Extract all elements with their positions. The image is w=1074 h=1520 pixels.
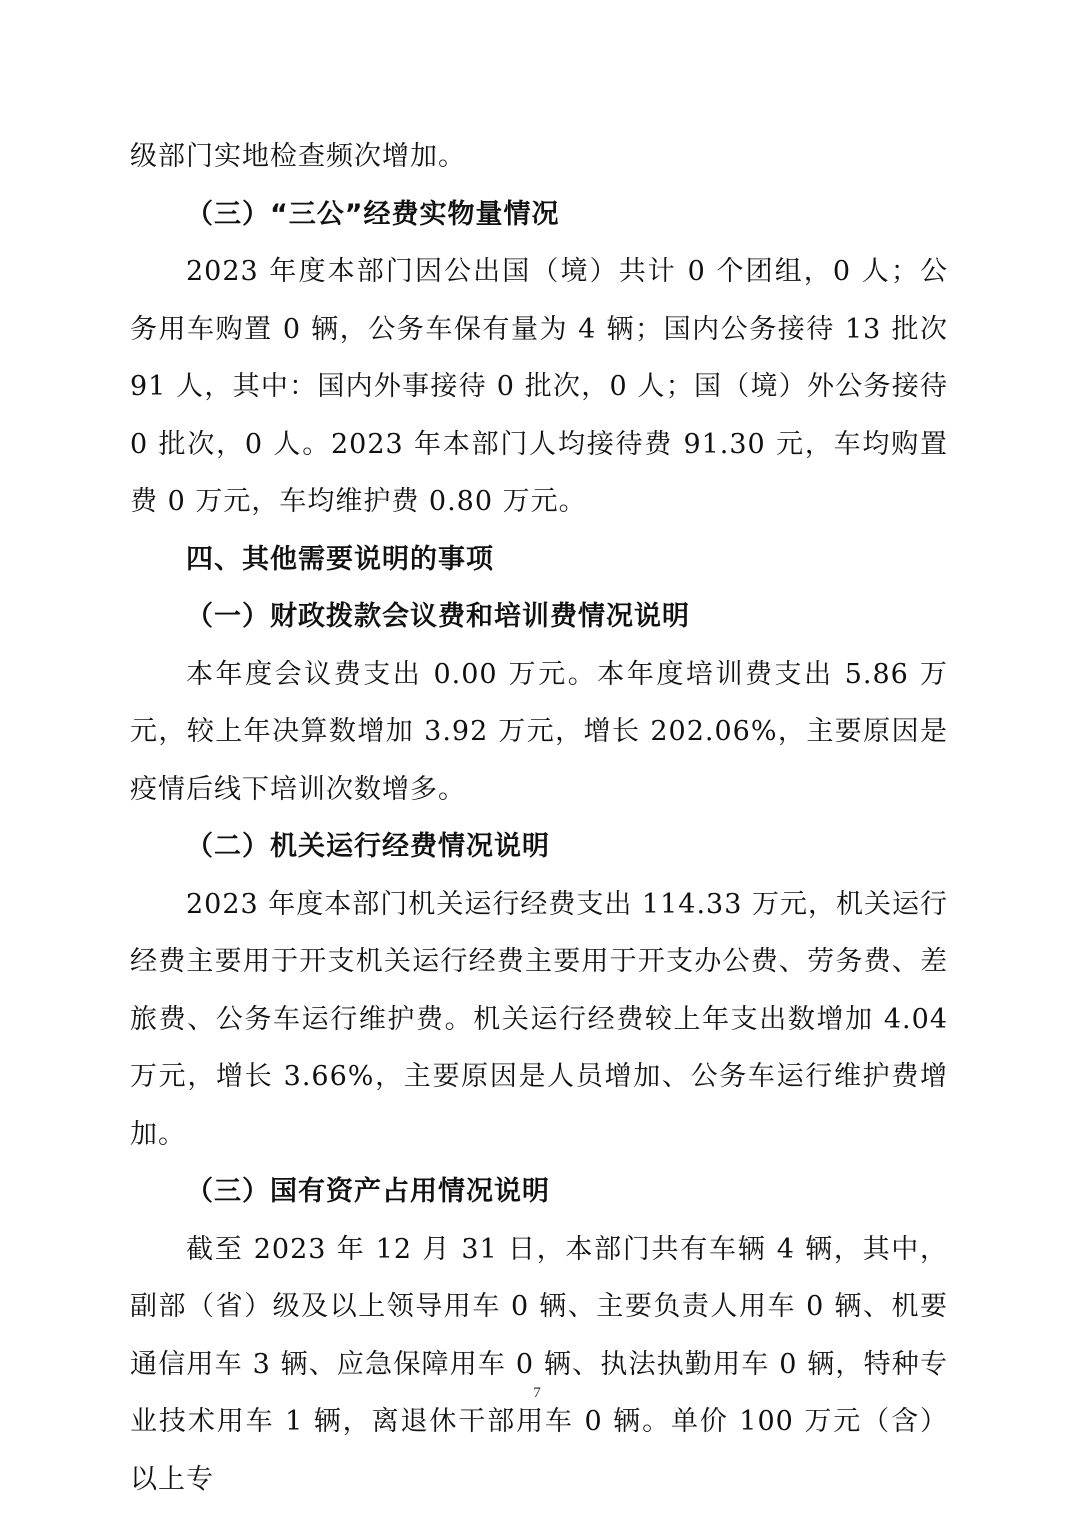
paragraph-three-public-quantity: 2023 年度本部门因公出国（境）共计 0 个团组，0 人；公务用车购置 0 辆，公务车保有量为 4 辆；国内公务接待 13 批次 91 人，其中：国内外事接待 0 批次，0 人；国（境）外公务接待 0 批次，0 人。2023 年本部门人均接待费 91.30 元，车均购置费 0 万元，车均维护费 0.80 万元。	[130, 256, 948, 517]
heading-state-assets: （三）国有资产占用情况说明	[186, 1176, 550, 1207]
paragraph-meeting-training: 本年度会议费支出 0.00 万元。本年度培训费支出 5.86 万元，较上年决算数增加 3.92 万元，增长 202.06%，主要原因是疫情后线下培训次数增多。	[130, 658, 948, 805]
page-content	[130, 128, 948, 1508]
heading-operating-expenses: （二）机关运行经费情况说明	[186, 831, 550, 862]
page-number: 7	[533, 1385, 541, 1401]
heading-other-matters: 四、其他需要说明的事项	[186, 543, 494, 575]
heading-meeting-training: （一）财政拨款会议费和培训费情况说明	[186, 601, 690, 632]
paragraph-state-assets: 截至 2023 年 12 月 31 日，本部门共有车辆 4 辆，其中，副部（省）级及以上领导用车 0 辆、主要负责人用车 0 辆、机要通信用车 3 辆、应急保障用车 0 辆、执法执勤用车 0 辆，特种专业技术用车 1 辆，离退休干部用车 0 辆。单价 100 万元（含）以上专	[130, 1233, 948, 1495]
paragraph-operating-expenses: 2023 年度本部门机关运行经费支出 114.33 万元，机关运行经费主要用于开支机关运行经费主要用于开支办公费、劳务费、差旅费、公务车运行维护费。机关运行经费较上年支出数增加 4.04 万元，增长 3.66%，主要原因是人员增加、公务车运行维护费增加。	[130, 888, 948, 1150]
paragraph-continuation: 级部门实地检查频次增加。	[130, 141, 466, 172]
heading-three-public-quantity: （三）“三公”经费实物量情况	[186, 198, 560, 230]
